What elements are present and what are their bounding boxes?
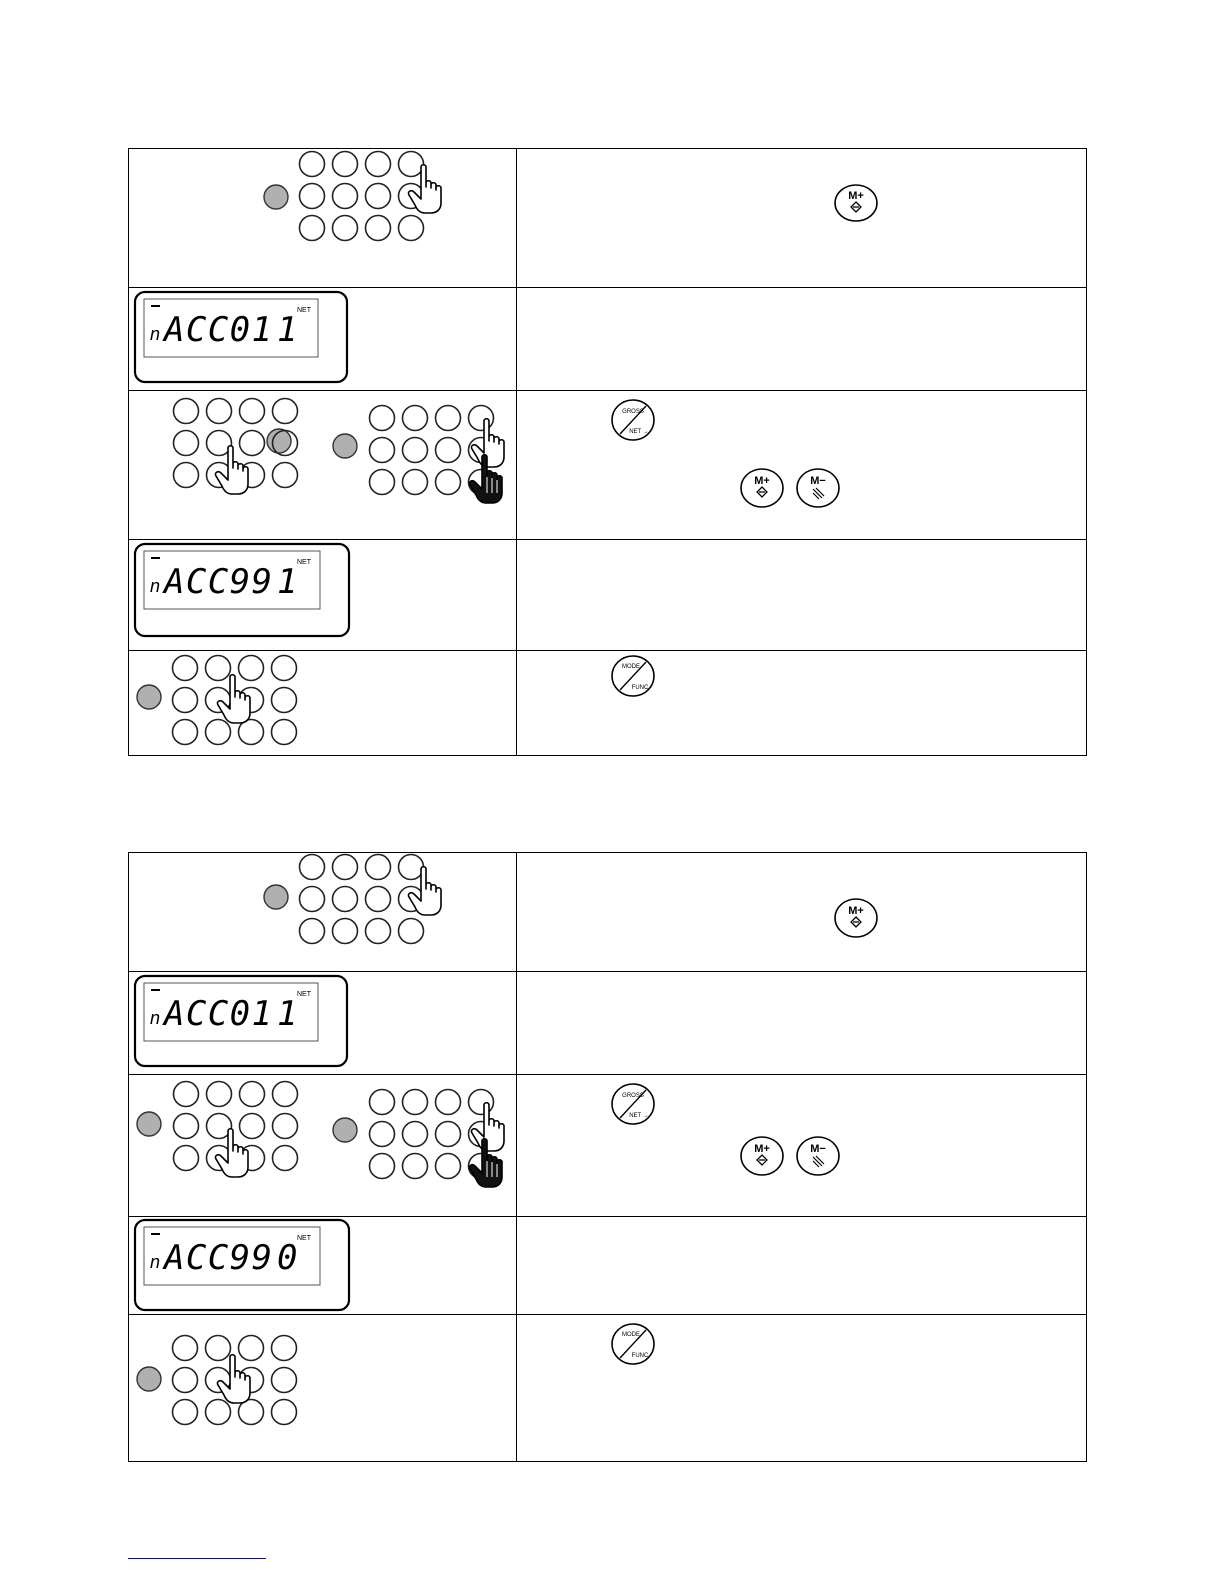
lcd-display — [129, 288, 517, 390]
instruction-cell — [517, 1075, 1087, 1217]
mode-func-key-icon — [609, 1321, 657, 1367]
lcd-display — [129, 540, 517, 650]
illustration-cell — [129, 1075, 517, 1217]
m-minus-key-icon — [795, 467, 841, 509]
display-digit: 0 — [277, 1238, 298, 1278]
pointing-hand-icon — [217, 1355, 250, 1403]
illustration-cell — [129, 651, 517, 756]
m-plus-key-icon — [739, 1135, 785, 1177]
net-indicator: NET — [297, 1235, 311, 1242]
illustration-cell — [129, 853, 517, 972]
indicator-lamp-icon — [333, 1118, 357, 1142]
display-prefix: n — [150, 1252, 161, 1272]
display-readout: ACC99 — [164, 1238, 272, 1278]
keypad-illustration — [129, 149, 517, 287]
table-row — [129, 149, 1087, 288]
table-row — [129, 540, 1087, 651]
pointing-hand-icon — [408, 165, 441, 213]
m-plus-label: M+ — [754, 1143, 770, 1155]
table-row — [129, 651, 1087, 756]
pointing-hand-icon — [217, 675, 250, 723]
lcd-display — [129, 972, 517, 1074]
net-indicator: NET — [297, 307, 311, 314]
display-cell — [129, 1217, 517, 1315]
instruction-cell — [517, 1217, 1087, 1315]
indicator-lamp-icon — [137, 1367, 161, 1391]
mode-label: MODE — [622, 1332, 640, 1338]
display-prefix: n — [150, 576, 161, 596]
footnote-separator — [128, 1558, 266, 1559]
indicator-lamp-icon — [137, 1112, 161, 1136]
display-readout: ACC01 — [164, 994, 272, 1034]
display-digit: 1 — [277, 310, 298, 350]
instruction-cell — [517, 651, 1087, 756]
net-indicator: NET — [297, 559, 311, 566]
lcd-display — [129, 1217, 517, 1314]
gross-label: GROSS — [622, 1093, 644, 1099]
instruction-cell — [517, 149, 1087, 288]
mode-label: MODE — [622, 664, 640, 670]
instruction-cell — [517, 391, 1087, 540]
display-cell — [129, 972, 517, 1075]
indicator-lamp-icon — [264, 185, 288, 209]
display-readout: ACC01 — [164, 310, 272, 350]
keypad-illustration — [129, 853, 517, 971]
display-prefix: n — [150, 1008, 161, 1028]
illustration-cell — [129, 1315, 517, 1462]
mode-func-key-icon — [609, 653, 657, 699]
m-plus-key-icon — [833, 183, 879, 223]
instruction-cell — [517, 540, 1087, 651]
illustration-cell — [129, 391, 517, 540]
m-plus-label: M+ — [848, 190, 864, 202]
func-label: FUNC — [631, 685, 649, 691]
net-label: NET → — [629, 1113, 649, 1119]
display-cell — [129, 288, 517, 391]
keypad-pair-illustration — [129, 1075, 517, 1216]
gross-net-key-icon — [609, 397, 657, 443]
gross-net-key-icon — [609, 1081, 657, 1127]
m-plus-key-icon — [833, 897, 879, 939]
instruction-cell — [517, 288, 1087, 391]
display-prefix: n — [150, 324, 161, 344]
gross-label: GROSS — [622, 409, 644, 415]
m-minus-label: M− — [810, 475, 826, 487]
display-cell — [129, 540, 517, 651]
indicator-lamp-icon — [333, 434, 357, 458]
m-minus-label: M− — [810, 1143, 826, 1155]
indicator-lamp-icon — [264, 885, 288, 909]
keypad-illustration — [129, 1315, 517, 1461]
illustration-cell — [129, 149, 517, 288]
m-plus-label: M+ — [848, 905, 864, 917]
procedure-table-1 — [128, 148, 1087, 756]
table-row — [129, 1075, 1087, 1217]
instruction-cell — [517, 972, 1087, 1075]
keypad-illustration — [129, 651, 517, 755]
m-plus-key-icon — [739, 467, 785, 509]
indicator-lamp-icon — [137, 685, 161, 709]
table-row — [129, 853, 1087, 972]
keypad-icon — [300, 855, 424, 944]
instruction-cell — [517, 853, 1087, 972]
table-row — [129, 288, 1087, 391]
pointing-hand-icon — [408, 867, 441, 915]
display-readout: ACC99 — [164, 562, 272, 602]
m-plus-label: M+ — [754, 475, 770, 487]
net-label: NET → — [629, 429, 649, 435]
display-digit: 1 — [277, 994, 298, 1034]
table-row — [129, 972, 1087, 1075]
keypad-pair-illustration — [129, 391, 517, 539]
keypad-icon — [300, 152, 424, 241]
net-indicator: NET — [297, 991, 311, 998]
display-digit: 1 — [277, 562, 298, 602]
func-label: FUNC — [631, 1353, 649, 1359]
procedure-table-2 — [128, 852, 1087, 1462]
table-row — [129, 1217, 1087, 1315]
table-row — [129, 1315, 1087, 1462]
instruction-cell — [517, 1315, 1087, 1462]
m-minus-key-icon — [795, 1135, 841, 1177]
table-row — [129, 391, 1087, 540]
